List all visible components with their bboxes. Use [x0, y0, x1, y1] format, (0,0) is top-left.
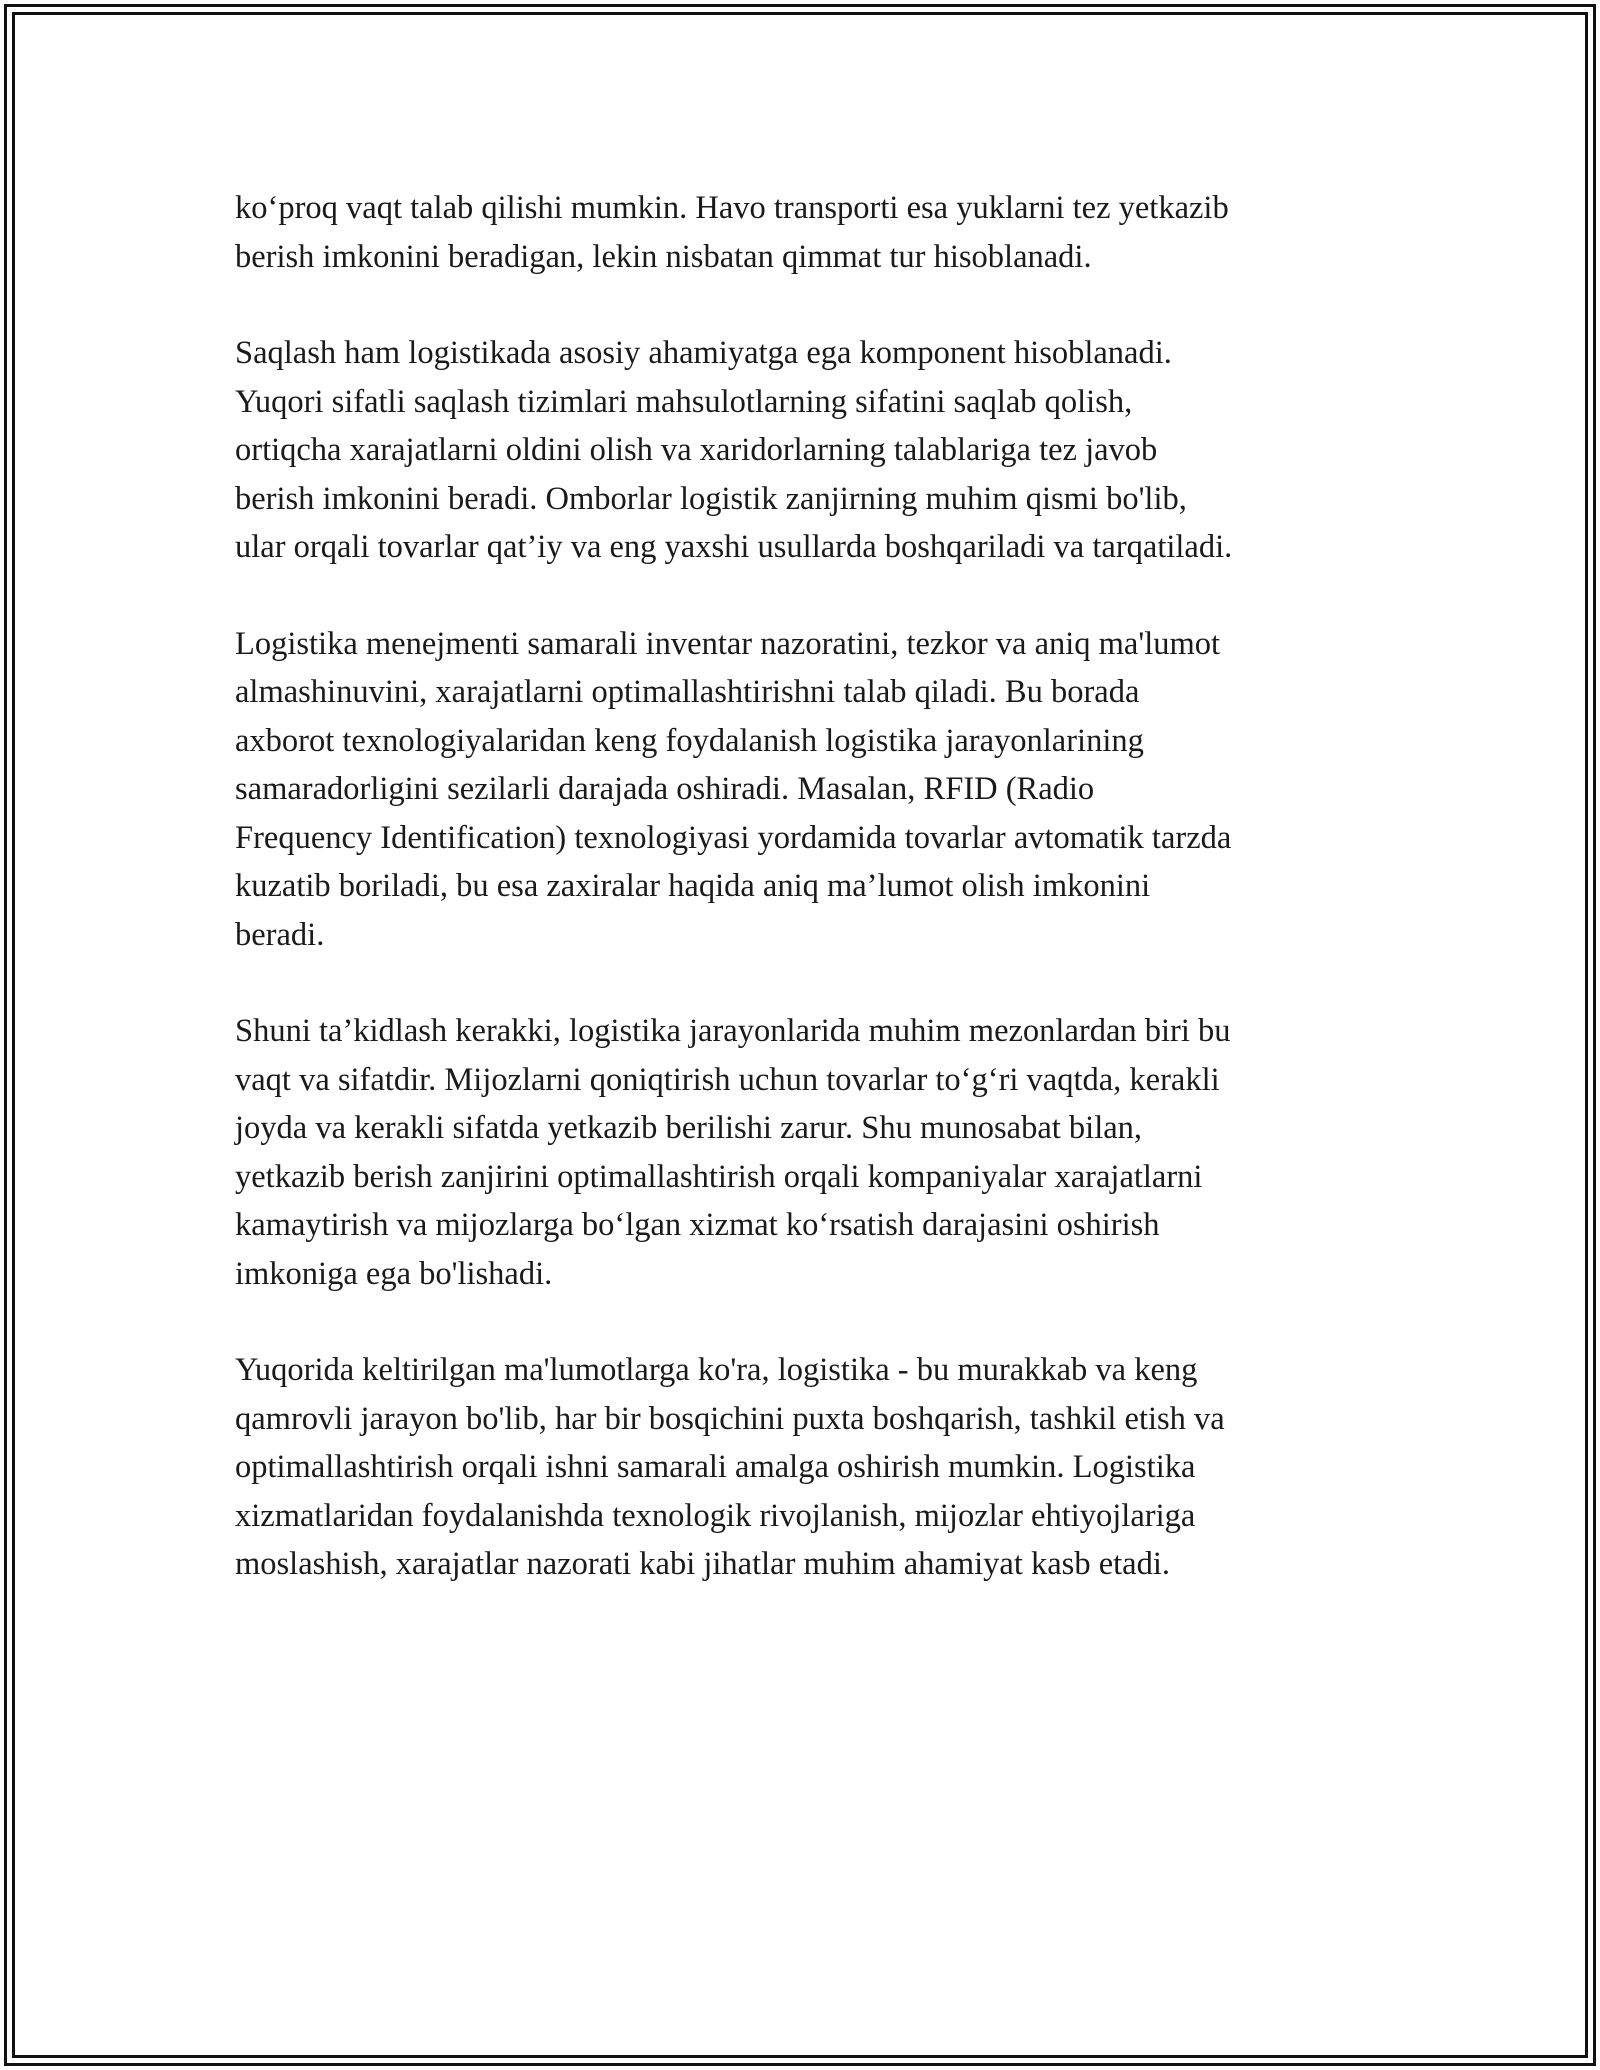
paragraph-transport: ko‘proq vaqt talab qilishi mumkin. Havo transporti esa yuklarni tez yetkazib berish imkonini beradigan, lekin nisbatan qimmat tur hisoblanadi.	[235, 190, 1229, 275]
paragraph-time-quality: Shuni ta’kidlash kerakki, logistika jarayonlarida muhim mezonlardan biri bu vaqt va sifatdir. Mijozlarni qoniqtirish uchun tovarlar to‘g‘ri vaqtda, kerakli joyda va kerakli sifatda yetkazib berilishi zarur. Shu munosabat bilan, yetkazib berish zanjirini optimallashtirish orqali kompaniyalar xarajatlarni kamaytirish va mijozlarga bo‘lgan xizmat ko‘rsatish darajasini oshirish imkoniga ega bo'lishadi.	[235, 1013, 1231, 1292]
document-body	[235, 184, 1375, 1637]
paragraph-management: Logistika menejmenti samarali inventar nazoratini, tezkor va aniq ma'lumot almashinuvini, xarajatlarni optimallashtirishni talab qiladi. Bu borada axborot texnologiyalaridan keng foydalanish logistika jarayonlarining samaradorligini sezilarli darajada oshiradi. Masalan, RFID (Radio Frequency Identification) texnologiyasi yordamida tovarlar avtomatik tarzda kuzatib boriladi, bu esa zaxiralar haqida aniq ma’lumot olish imkonini beradi.	[235, 625, 1232, 953]
paragraph-storage: Saqlash ham logistikada asosiy ahamiyatga ega komponent hisoblanadi. Yuqori sifatli saqlash tizimlari mahsulotlarning sifatini saqlab qolish, ortiqcha xarajatlarni oldini olish va xaridorlarning talablariga tez javob berish imkonini beradi. Omborlar logistik zanjirning muhim qismi bo'lib, ular orqali tovarlar qat’iy va eng yaxshi usullarda boshqariladi va tarqatiladi.	[235, 335, 1233, 565]
paragraph-conclusion: Yuqorida keltirilgan ma'lumotlarga ko'ra, logistika - bu murakkab va keng qamrovli jarayon bo'lib, har bir bosqichini puxta boshqarish, tashkil etish va optimallashtirish orqali ishni samarali amalga oshirish mumkin. Logistika xizmatlaridan foydalanishda texnologik rivojlanish, mijozlar ehtiyojlariga moslashish, xarajatlar nazorati kabi jihatlar muhim ahamiyat kasb etadi.	[235, 1352, 1225, 1582]
